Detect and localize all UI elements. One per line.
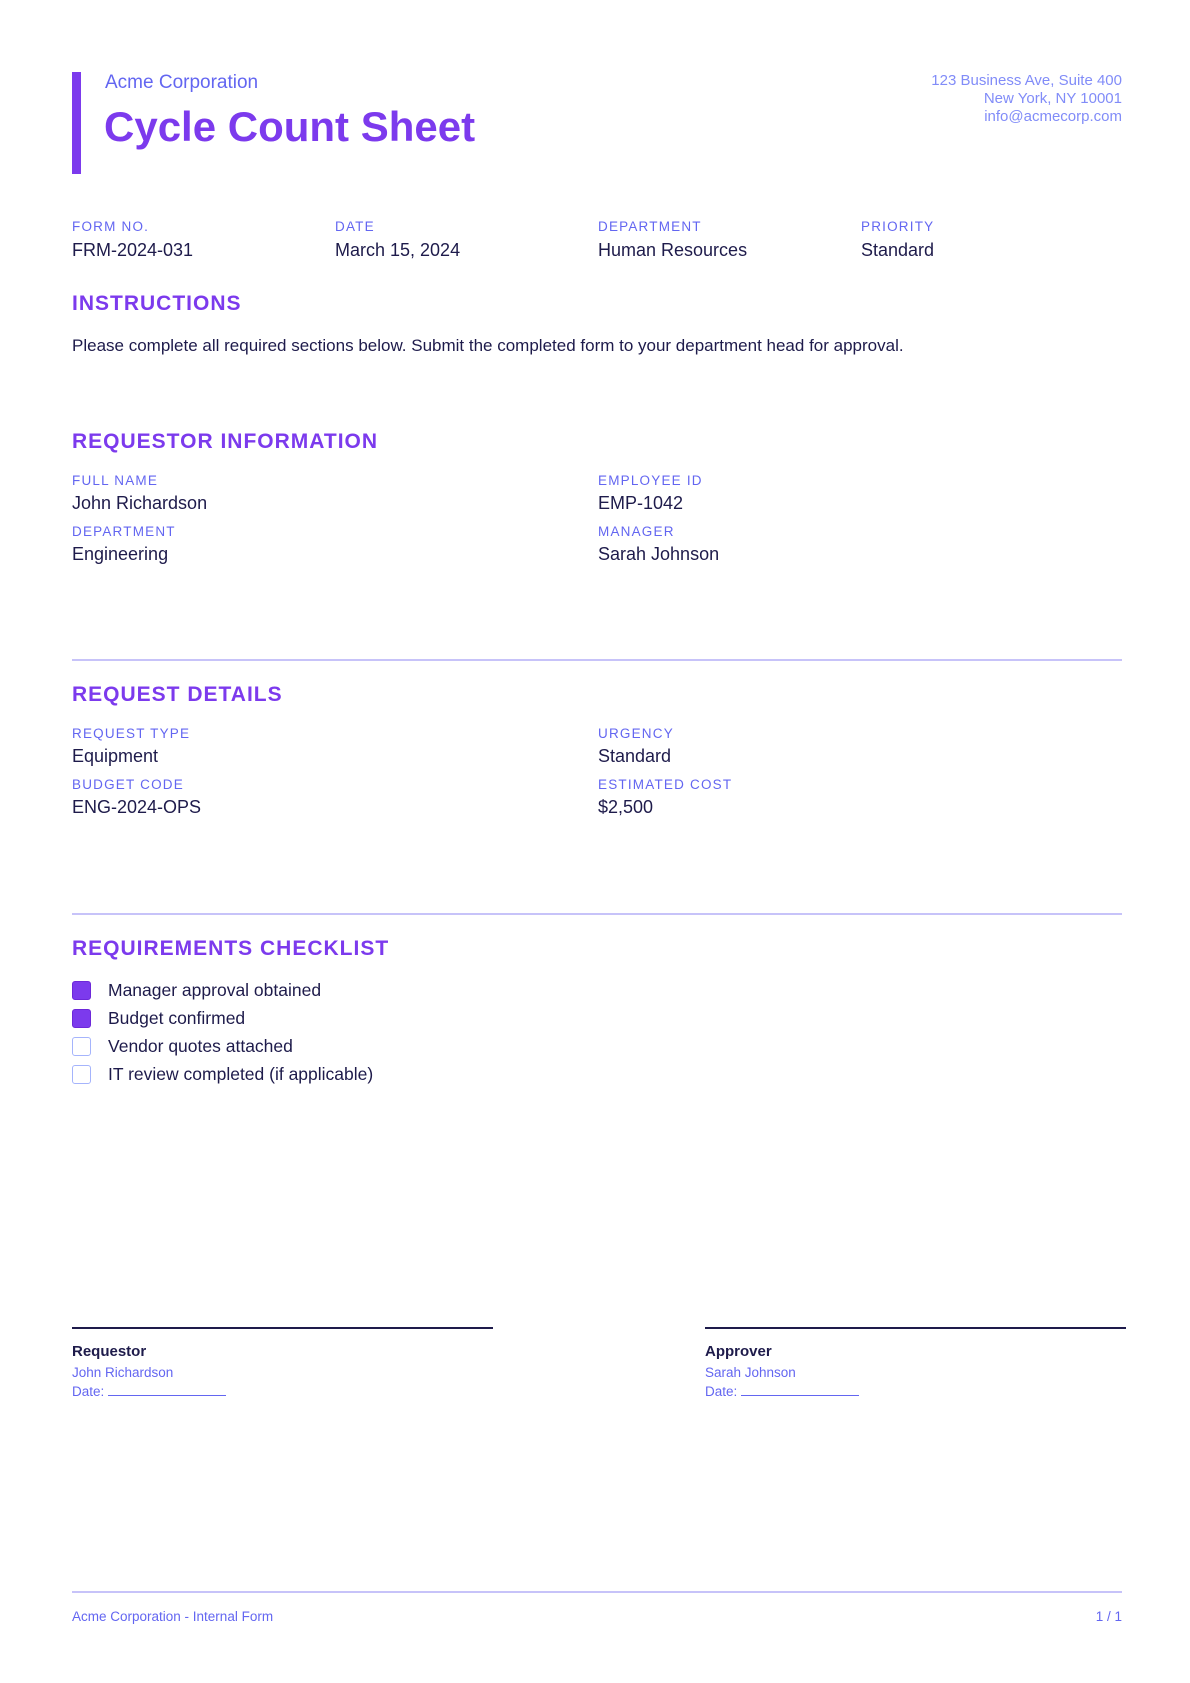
form-department-label: DEPARTMENT	[598, 219, 702, 234]
footer-text: Acme Corporation - Internal Form	[72, 1609, 274, 1624]
form-number	[72, 219, 193, 261]
manager-value: Sarah Johnson	[598, 544, 720, 564]
checklist-heading: REQUIREMENTS CHECKLIST	[72, 937, 390, 960]
address-line-2: New York, NY 10001	[983, 90, 1122, 107]
document-title: Cycle Count Sheet	[104, 103, 476, 150]
checklist-item-label: IT review completed (if applicable)	[108, 1063, 374, 1084]
urgency-value: Standard	[598, 746, 672, 766]
footer-divider	[72, 1591, 1122, 1593]
urgency-label: URGENCY	[598, 726, 674, 741]
full-name-field	[72, 473, 207, 514]
address-line-1: 123 Business Ave, Suite 400	[931, 72, 1122, 89]
accent-bar	[72, 72, 81, 174]
signature-role: Approver	[705, 1343, 772, 1360]
instructions-text: Please complete all required sections below. Submit the completed form to your department head for approval.	[72, 336, 904, 355]
employee-id-field	[598, 473, 703, 514]
request-type-value: Equipment	[72, 746, 159, 766]
form-date-value: March 15, 2024	[335, 240, 461, 260]
checkbox[interactable]	[72, 1065, 91, 1084]
request-type-field	[72, 726, 190, 767]
checklist-item-label: Budget confirmed	[108, 1007, 246, 1028]
manager-field	[598, 524, 719, 565]
request-details-heading: REQUEST DETAILS	[72, 683, 283, 706]
requestor-department-label: DEPARTMENT	[72, 524, 176, 539]
checklist-item-label: Vendor quotes attached	[108, 1035, 293, 1056]
signature-name: Sarah Johnson	[705, 1365, 796, 1380]
request-type-label: REQUEST TYPE	[72, 726, 191, 741]
signature-date-blank[interactable]	[108, 1384, 226, 1396]
checkbox[interactable]	[72, 1037, 91, 1056]
signature-line	[72, 1327, 493, 1329]
signature-date-blank[interactable]	[741, 1384, 859, 1396]
form-priority-value: Standard	[861, 240, 935, 260]
checklist-item[interactable]	[72, 1036, 293, 1056]
company-address	[931, 72, 1122, 126]
full-name-value: John Richardson	[72, 493, 208, 513]
budget-code-field	[72, 777, 201, 818]
section-divider	[72, 913, 1122, 915]
form-date-label: DATE	[335, 219, 375, 234]
company-name: Acme Corporation	[105, 72, 259, 93]
form-department	[598, 219, 747, 261]
estimated-cost-value: $2,500	[598, 797, 654, 817]
requestor-signature	[72, 1327, 493, 1399]
company-email: info@acmecorp.com	[984, 108, 1122, 125]
page-number: 1 / 1	[1095, 1609, 1122, 1624]
signature-date-label: Date:	[705, 1384, 738, 1399]
estimated-cost-label: ESTIMATED COST	[598, 777, 733, 792]
signature-date	[72, 1384, 493, 1399]
form-number-value: FRM-2024-031	[72, 240, 194, 260]
employee-id-value: EMP-1042	[598, 493, 684, 513]
checklist-item-label: Manager approval obtained	[108, 979, 322, 1000]
requestor-department-field	[72, 524, 176, 565]
requestor-heading: REQUESTOR INFORMATION	[72, 430, 379, 453]
approver-signature	[705, 1327, 1126, 1399]
checkbox[interactable]	[72, 1009, 91, 1028]
manager-label: MANAGER	[598, 524, 675, 539]
full-name-label: FULL NAME	[72, 473, 159, 488]
employee-id-label: EMPLOYEE ID	[598, 473, 703, 488]
checklist-item[interactable]	[72, 1008, 245, 1028]
signature-date	[705, 1384, 1126, 1399]
instructions-heading: INSTRUCTIONS	[72, 292, 242, 315]
section-divider	[72, 659, 1122, 661]
checklist-item[interactable]	[72, 1064, 373, 1084]
form-department-value: Human Resources	[598, 240, 748, 260]
checklist-item[interactable]	[72, 980, 321, 1000]
signature-name: John Richardson	[72, 1365, 174, 1380]
signature-role: Requestor	[72, 1343, 147, 1360]
form-priority-label: PRIORITY	[861, 219, 935, 234]
checkbox[interactable]	[72, 981, 91, 1000]
signature-line	[705, 1327, 1126, 1329]
form-date	[335, 219, 460, 261]
budget-code-value: ENG-2024-OPS	[72, 797, 202, 817]
budget-code-label: BUDGET CODE	[72, 777, 184, 792]
estimated-cost-field	[598, 777, 732, 818]
document-header	[72, 72, 1122, 176]
form-priority	[861, 219, 934, 261]
form-number-label: FORM NO.	[72, 219, 150, 234]
requestor-department-value: Engineering	[72, 544, 169, 564]
form-meta	[72, 219, 1122, 269]
signature-date-label: Date:	[72, 1384, 105, 1399]
urgency-field	[598, 726, 674, 767]
